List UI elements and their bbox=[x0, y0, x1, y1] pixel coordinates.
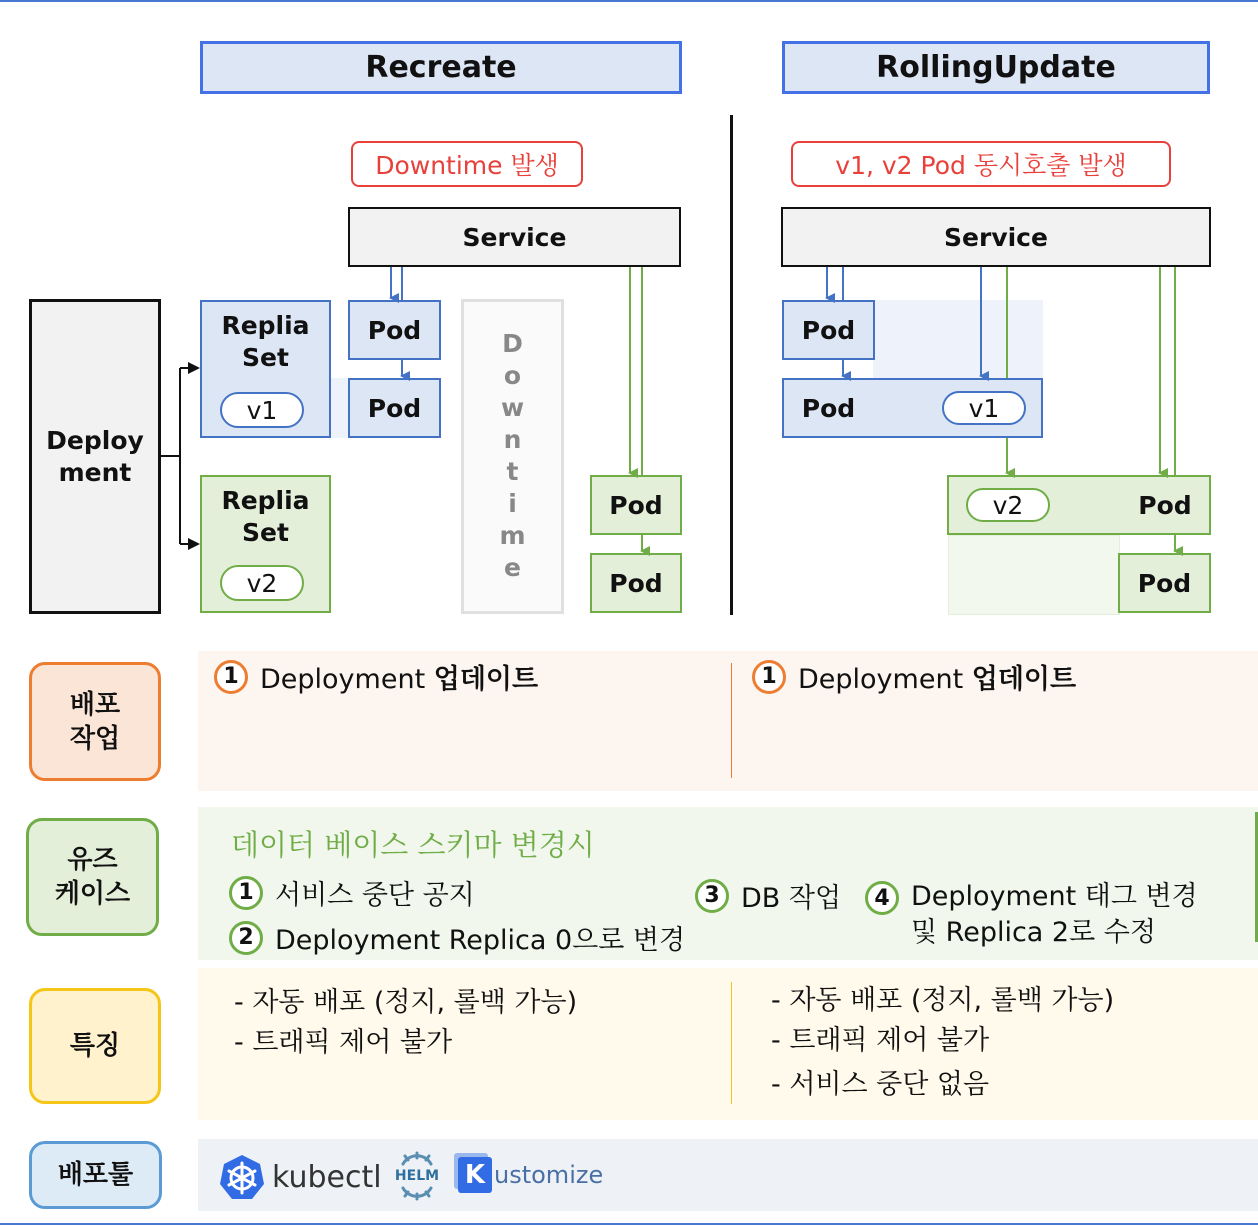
row-divider-deploy-work bbox=[731, 663, 732, 778]
replicaset-v1-line1: Replia bbox=[221, 311, 310, 340]
downtime-letter: t bbox=[506, 457, 519, 486]
usecase-step-4 bbox=[865, 879, 1198, 951]
feature-item: - 트래픽 제어 불가 bbox=[234, 1027, 453, 1058]
deploy-step-rolling bbox=[752, 657, 1076, 696]
step-number: 1 bbox=[229, 876, 263, 910]
rolling-version-badge-v2: v2 bbox=[966, 488, 1050, 522]
service-recreate: Service bbox=[348, 207, 681, 267]
kubernetes-icon bbox=[218, 1153, 266, 1201]
step-number: 3 bbox=[695, 879, 729, 913]
recreate-title: Recreate bbox=[200, 41, 682, 94]
feature-item: - 자동 배포 (정지, 롤백 가능) bbox=[771, 985, 1115, 1016]
downtime-letter: n bbox=[503, 425, 522, 454]
replicaset-v2-line1: Replia bbox=[221, 486, 310, 515]
tool-kustomize bbox=[458, 1157, 603, 1193]
step-text: Deployment 태그 변경 bbox=[911, 881, 1198, 912]
deploy-step-recreate bbox=[214, 657, 538, 696]
downtime-letter: m bbox=[499, 521, 526, 550]
row-label-deploy-work bbox=[29, 662, 161, 781]
rolling-pod-v2-b: Pod bbox=[1118, 553, 1211, 613]
replicaset-v2-line2: Set bbox=[242, 518, 289, 547]
step-text: Deployment bbox=[260, 664, 434, 695]
rolling-pod-v1-a: Pod bbox=[782, 300, 875, 360]
step-text: Deployment Replica 0으로 변경 bbox=[275, 925, 686, 956]
row-label-usecase-line2: 케이스 bbox=[54, 879, 131, 909]
usecase-heading: 데이터 베이스 스키마 변경시 bbox=[231, 828, 595, 862]
step-number: 1 bbox=[214, 660, 248, 694]
row-label-deploy-work-line1: 배포 bbox=[69, 689, 121, 720]
step-text-bold: 업데이트 bbox=[971, 664, 1077, 695]
step-text: Deployment bbox=[798, 664, 972, 695]
version-badge-v1: v1 bbox=[220, 392, 304, 428]
step-text-bold: 업데이트 bbox=[433, 664, 539, 695]
deployment-label-line2: ment bbox=[58, 457, 132, 487]
usecase-step-2 bbox=[229, 918, 685, 957]
step-number: 2 bbox=[229, 921, 263, 955]
row-label-features: 특징 bbox=[29, 988, 161, 1104]
downtime-letter: e bbox=[504, 553, 521, 582]
step-number: 4 bbox=[865, 881, 899, 915]
step-text-line2: 및 Replica 2로 수정 bbox=[911, 917, 1156, 948]
features-recreate bbox=[234, 983, 577, 1063]
row-divider-features bbox=[731, 982, 732, 1104]
pod-v2-b: Pod bbox=[590, 553, 682, 613]
pod-v1-a: Pod bbox=[348, 300, 441, 360]
downtime-letter: i bbox=[508, 489, 517, 518]
deployment-label-line1: Deploy bbox=[46, 425, 144, 455]
downtime-letter: o bbox=[503, 361, 522, 390]
rolling-title: RollingUpdate bbox=[782, 41, 1210, 94]
downtime-letter: w bbox=[500, 393, 525, 422]
tool-kubectl-label: kubectl bbox=[272, 1159, 382, 1195]
feature-item: - 서비스 중단 없음 bbox=[771, 1069, 990, 1100]
downtime-alert: Downtime 발생 bbox=[351, 141, 583, 187]
row-label-usecase-line1: 유즈 bbox=[67, 845, 118, 875]
tool-kubectl bbox=[218, 1153, 382, 1201]
kustomize-label: ustomize bbox=[494, 1161, 604, 1189]
tool-helm bbox=[393, 1150, 441, 1202]
helm-label: HELM bbox=[394, 1168, 440, 1184]
downtime-letter: D bbox=[502, 329, 523, 358]
concurrent-call-alert: v1, v2 Pod 동시호출 발생 bbox=[791, 141, 1171, 187]
version-badge-v2: v2 bbox=[220, 565, 304, 601]
replicaset-v1-line2: Set bbox=[242, 343, 289, 372]
pod-v2-a: Pod bbox=[590, 475, 682, 535]
step-number: 1 bbox=[752, 660, 786, 694]
usecase-step-1 bbox=[229, 873, 475, 912]
pod-v1-b: Pod bbox=[348, 378, 441, 438]
row-label-deploy-work-line2: 작업 bbox=[69, 723, 121, 754]
row-label-tools: 배포툴 bbox=[29, 1141, 162, 1209]
feature-item: - 트래픽 제어 불가 bbox=[771, 1025, 990, 1056]
step-text: 서비스 중단 공지 bbox=[275, 880, 475, 911]
rolling-version-badge-v1: v1 bbox=[942, 391, 1026, 425]
features-rolling bbox=[771, 981, 1114, 1105]
service-rolling: Service bbox=[781, 207, 1211, 267]
step-text: DB 작업 bbox=[741, 883, 842, 914]
rolling-pod-v2-a-label: Pod bbox=[1138, 490, 1192, 520]
rolling-pod-v1-b-label: Pod bbox=[801, 393, 856, 423]
feature-item: - 자동 배포 (정지, 롤백 가능) bbox=[234, 987, 578, 1018]
bottom-border bbox=[0, 1223, 1258, 1225]
usecase-step-3 bbox=[695, 876, 841, 915]
kustomize-icon: K bbox=[458, 1157, 492, 1193]
row-label-usecase bbox=[26, 818, 159, 936]
